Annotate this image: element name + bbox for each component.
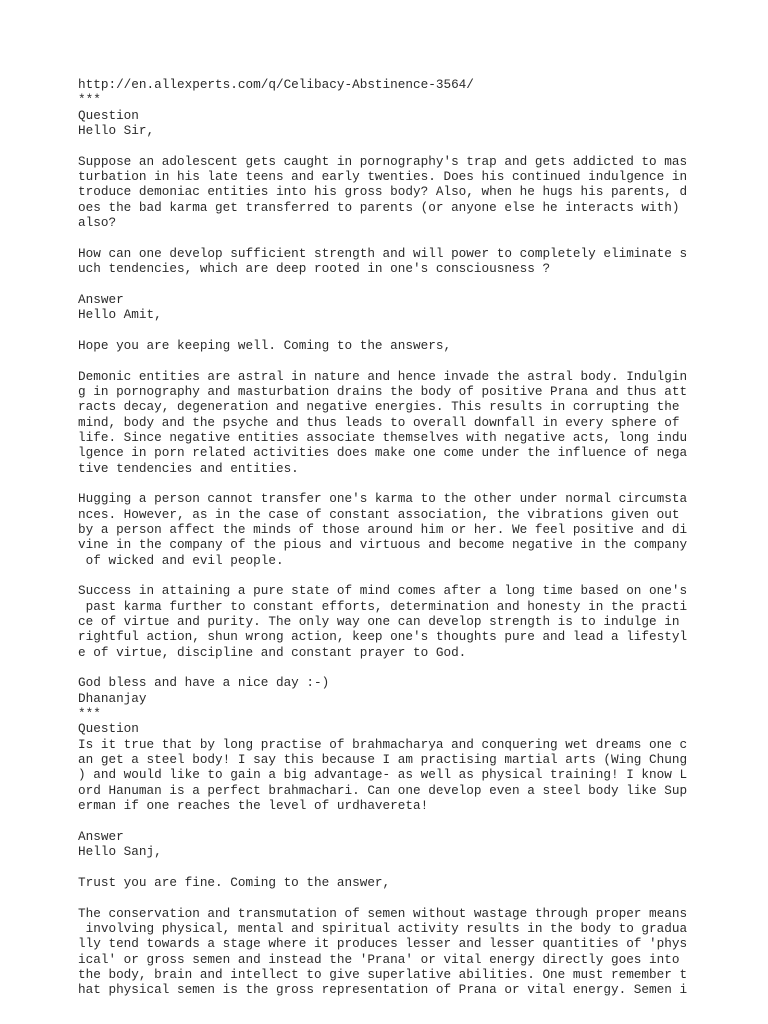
text-line: oes the bad karma get transferred to parents (or anyone else he interacts with) [78, 199, 680, 215]
blank-line [78, 860, 698, 875]
text-line: mind, body and the psyche and thus leads to overall downfall in every sphere of [78, 414, 680, 430]
blank-line [78, 660, 698, 675]
text-line: uch tendencies, which are deep rooted in one's consciousness ? [78, 261, 551, 277]
text-line: ord Hanuman is a perfect brahmachari. Can one develop even a steel body like Sup [78, 782, 688, 798]
text-line: ical' or gross semen and instead the 'Prana' or vital energy directly goes into [78, 951, 680, 967]
blank-line [78, 276, 698, 291]
text-line: Hope you are keeping well. Coming to the answers, [78, 337, 452, 353]
document-page [78, 77, 698, 998]
text-line: life. Since negative entities associate themselves with negative acts, long indu [78, 429, 688, 445]
blank-line [78, 568, 698, 583]
text-line: tive tendencies and entities. [78, 460, 299, 476]
text-line: ce of virtue and purity. The only way one can develop strength is to indulge in [78, 614, 680, 630]
text-line: Question [78, 107, 139, 123]
blank-line [78, 476, 698, 491]
text-line: lgence in porn related activities does make one come under the influence of nega [78, 445, 688, 461]
text-line: Demonic entities are astral in nature and hence invade the astral body. Indulgin [78, 368, 688, 384]
text-line: How can one develop sufficient strength and will power to completely eliminate s [78, 245, 688, 261]
text-line: nces. However, as in the case of constant association, the vibrations given out [78, 506, 680, 522]
blank-line [78, 230, 698, 245]
text-line: g in pornography and masturbation drains the body of positive Prana and thus att [78, 383, 688, 399]
text-line: Hugging a person cannot transfer one's karma to the other under normal circumsta [78, 491, 688, 507]
blank-line [78, 323, 698, 338]
text-line: http://en.allexperts.com/q/Celibacy-Abstinence-3564/ [78, 77, 474, 92]
text-line: of wicked and evil people. [78, 552, 284, 568]
text-line: The conservation and transmutation of semen without wastage through proper means [78, 905, 688, 921]
blank-line [78, 138, 698, 153]
text-line: troduce demoniac entities into his gross body? Also, when he hugs his parents, d [78, 184, 688, 200]
text-line: *** [78, 92, 101, 108]
text-line: Answer [78, 828, 124, 844]
text-line: Success in attaining a pure state of mind comes after a long time based on one's [78, 583, 688, 599]
text-line: an get a steel body! I say this because I am practising martial arts (Wing Chung [78, 752, 688, 768]
text-line: rightful action, shun wrong action, keep one's thoughts pure and lead a lifestyl [78, 629, 688, 645]
text-line: vine in the company of the pious and virtuous and become negative in the company [78, 537, 688, 553]
text-line: Dhananjay [78, 690, 147, 706]
text-line: Is it true that by long practise of brahmacharya and conquering wet dreams one c [78, 736, 688, 752]
text-line: Answer [78, 291, 124, 307]
blank-line [78, 814, 698, 829]
text-line: by a person affect the minds of those around him or her. We feel positive and di [78, 521, 688, 537]
text-line: involving physical, mental and spiritual activity results in the body to gradua [78, 920, 688, 936]
text-line: past karma further to constant efforts, determination and honesty in the practi [78, 598, 688, 614]
text-line: erman if one reaches the level of urdhavereta! [78, 798, 429, 814]
text-line: racts decay, degeneration and negative energies. This results in corrupting the [78, 399, 680, 415]
blank-line [78, 353, 698, 368]
text-line: the body, brain and intellect to give superlative abilities. One must remember t [78, 966, 688, 982]
text-line: Hello Sir, [78, 123, 155, 139]
text-line: Trust you are fine. Coming to the answer, [78, 874, 391, 890]
text-line: ) and would like to gain a big advantage- as well as physical training! I know L [78, 767, 688, 783]
text-line: hat physical semen is the gross representation of Prana or vital energy. Semen i [78, 982, 688, 998]
text-line: e of virtue, discipline and constant prayer to God. [78, 644, 467, 660]
text-line: Hello Amit, [78, 307, 162, 323]
text-line: also? [78, 215, 117, 231]
text-line: Hello Sanj, [78, 844, 162, 860]
text-line: *** [78, 706, 101, 722]
text-line: Suppose an adolescent gets caught in pornography's trap and gets addicted to mas [78, 153, 688, 169]
text-line: lly tend towards a stage where it produces lesser and lesser quantities of 'phys [78, 936, 688, 952]
text-line: turbation in his late teens and early twenties. Does his continued indulgence in [78, 169, 688, 185]
blank-line [78, 890, 698, 905]
text-line: Question [78, 721, 139, 737]
text-line: God bless and have a nice day :-) [78, 675, 330, 691]
